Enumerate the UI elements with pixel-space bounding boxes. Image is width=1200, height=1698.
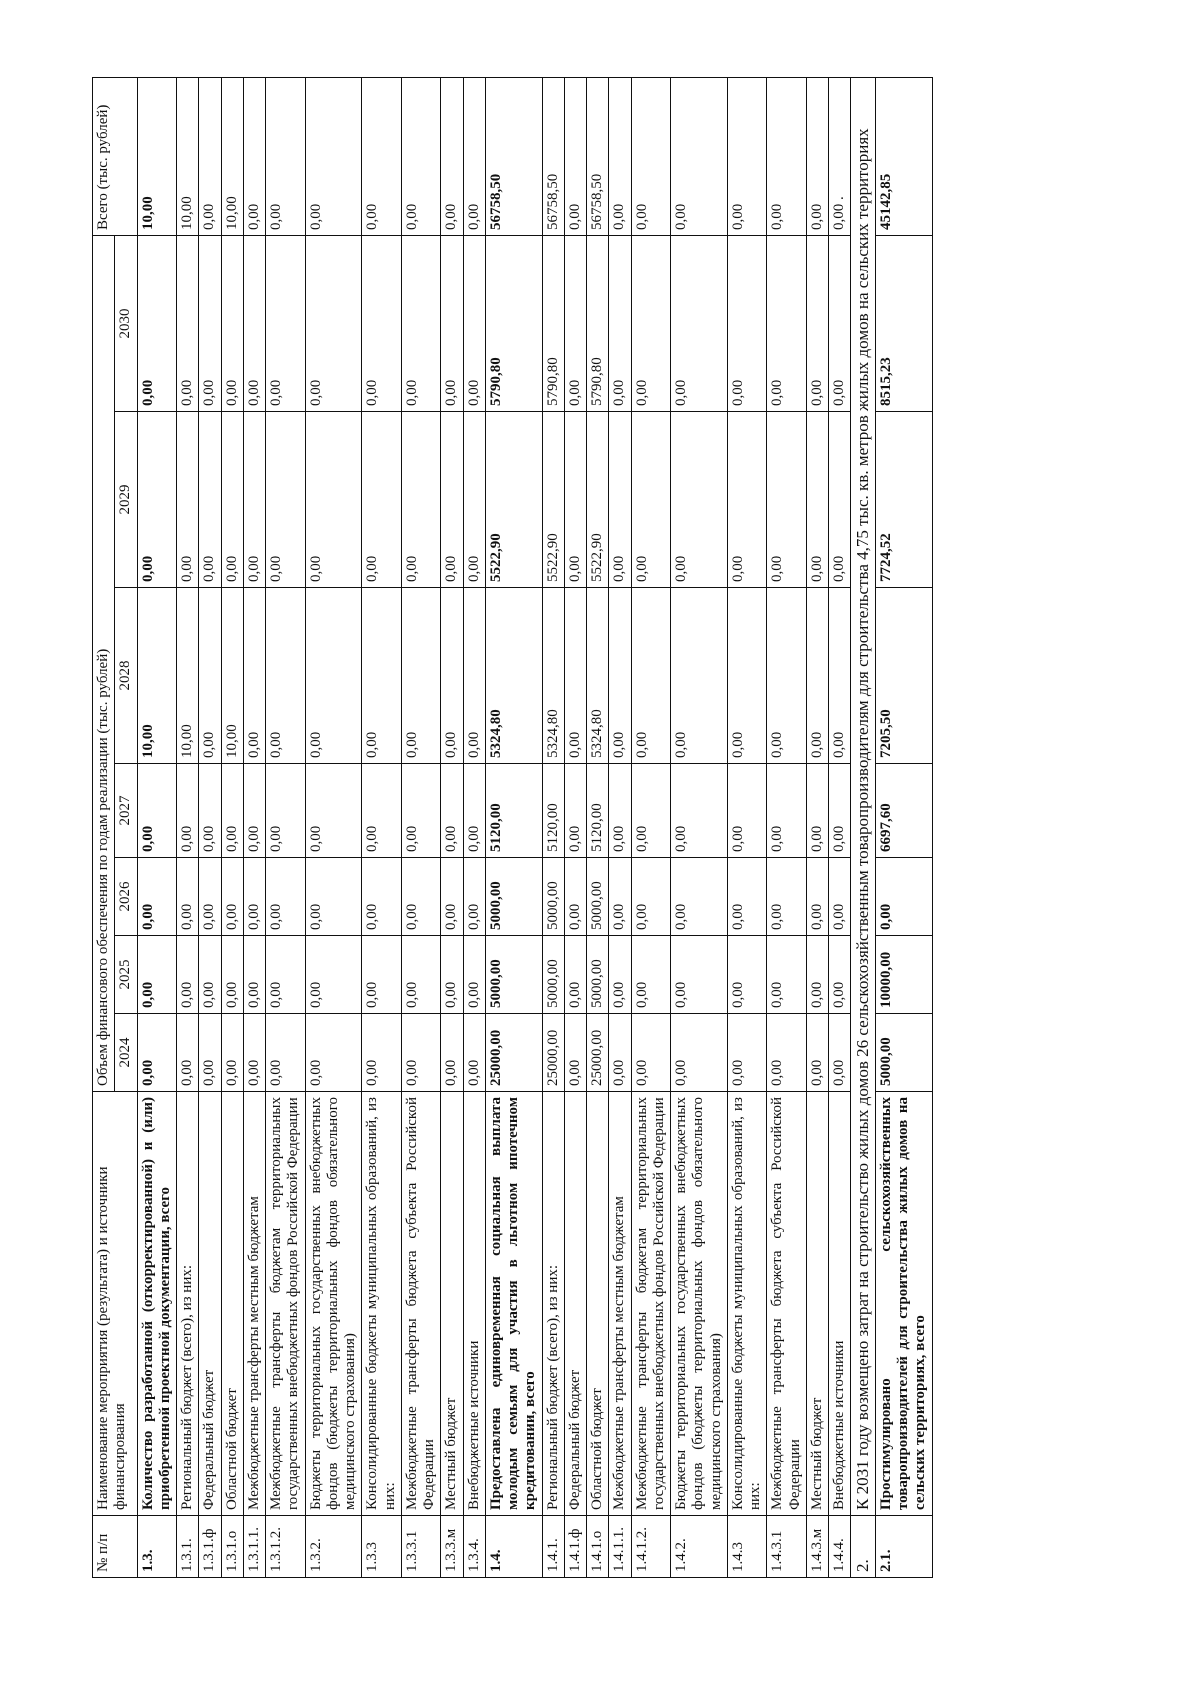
row-value: 0,00 [401, 936, 441, 1014]
row-value: 0,00 [177, 858, 199, 936]
row-number: 1.4.2. [671, 1516, 728, 1578]
row-value: 0,00 [727, 858, 767, 936]
row-value: 0,00 [243, 858, 265, 936]
row-value: 0,00 [671, 764, 728, 858]
row-value: 0,00 [221, 412, 243, 588]
row-number: 1.3.4. [463, 1516, 485, 1578]
row-value: 8515,23 [875, 235, 932, 411]
header-num: № п/п [93, 1516, 138, 1578]
row-value: 0,00 [401, 858, 441, 936]
table-row [485, 77, 542, 1577]
rotated-table-wrapper [92, 78, 1032, 1578]
row-total: 56758,50 [485, 77, 542, 235]
table-row [463, 77, 485, 1577]
row-value: 5522,90 [587, 412, 609, 588]
row-name: Бюджеты территориальных государственных внебюджетных фондов (бюджеты территориальных фондов обязательного медицинского страхования) [305, 1092, 362, 1516]
row-value: 0,00 [609, 588, 631, 764]
row-number: 1.3.1.1. [243, 1516, 265, 1578]
row-value: 0,00 [767, 588, 807, 764]
row-value: 0,00 [767, 936, 807, 1014]
row-value: 0,00 [727, 412, 767, 588]
row-name: Предоставлена единовременная социальная выплата молодым семьям для участия в льготном ипотечном кредитовании, всего [485, 1092, 542, 1516]
row-value: 0,00 [305, 588, 362, 764]
row-name: Консолидированные бюджеты муниципальных образований, из них: [362, 1092, 402, 1516]
row-value: 0,00 [463, 588, 485, 764]
row-name: Межбюджетные трансферты бюджетам территориальных государственных внебюджетных фондов Российской Федерации [266, 1092, 306, 1516]
row-total: 0,00 [362, 77, 402, 235]
row-value: 0,00 [266, 412, 306, 588]
row-number: 1.4.1.о [587, 1516, 609, 1578]
row-value: 0,00 [806, 936, 828, 1014]
row-value: 0,00 [463, 1014, 485, 1092]
row-value: 0,00 [266, 235, 306, 411]
row-total: 10,00 [137, 77, 177, 235]
row-value: 5522,90 [542, 412, 564, 588]
table-row [243, 77, 265, 1577]
row-value: 0,00 [221, 1014, 243, 1092]
row-total: 0,00 [806, 77, 828, 235]
header-year: 2026 [115, 858, 137, 936]
row-value: 0,00 [806, 588, 828, 764]
row-value: 10,00 [177, 588, 199, 764]
row-value: 0,00 [671, 588, 728, 764]
row-name: Межбюджетные трансферты бюджета субъекта Российской Федерации [767, 1092, 807, 1516]
row-value: 0,00 [463, 858, 485, 936]
row-value: 0,00 [362, 1014, 402, 1092]
row-value: 0,00 [875, 858, 932, 936]
row-name: Межбюджетные трансферты бюджета субъекта Российской Федерации [401, 1092, 441, 1516]
row-total: 56758,50 [542, 77, 564, 235]
table-row [875, 77, 932, 1577]
row-value: 0,00 [609, 235, 631, 411]
row-value: 0,00 [671, 235, 728, 411]
row-value: 6697,60 [875, 764, 932, 858]
row-value: 0,00 [266, 936, 306, 1014]
row-value: 0,00 [671, 936, 728, 1014]
row-value: 0,00 [609, 858, 631, 936]
table-row [441, 77, 463, 1577]
header-row-1 [93, 77, 115, 1577]
row-value: 0,00 [199, 588, 221, 764]
row-value: 0,00 [441, 764, 463, 858]
table-row [177, 77, 199, 1577]
row-value: 0,00 [806, 412, 828, 588]
row-value: 0,00 [401, 1014, 441, 1092]
row-name: Внебюджетные источники [463, 1092, 485, 1516]
row-value: 0,00 [137, 1014, 177, 1092]
row-total: 0,00 [243, 77, 265, 235]
row-value: 0,00 [767, 1014, 807, 1092]
row-number: 1.4.1.1. [609, 1516, 631, 1578]
row-total: 0,00 [305, 77, 362, 235]
row-total: 0,00 . [829, 77, 851, 235]
row-value: 0,00 [137, 858, 177, 936]
row-value: 0,00 [243, 764, 265, 858]
header-year: 2029 [115, 412, 137, 588]
row-value: 0,00 [564, 858, 586, 936]
row-value: 0,00 [767, 235, 807, 411]
row-value: 0,00 [199, 936, 221, 1014]
row-number: 1.3.1.о [221, 1516, 243, 1578]
row-value: 0,00 [767, 412, 807, 588]
row-value: 0,00 [631, 1014, 671, 1092]
row-value: 5000,00 [542, 858, 564, 936]
row-number: 1.4.3.м [806, 1516, 828, 1578]
row-value: 0,00 [829, 936, 851, 1014]
table-row [587, 77, 609, 1577]
row-value: 5522,90 [485, 412, 542, 588]
row-number: 1.4.1.ф [564, 1516, 586, 1578]
row-value: 0,00 [266, 764, 306, 858]
table-row [631, 77, 671, 1577]
row-value: 0,00 [463, 235, 485, 411]
row-name: Местный бюджет [441, 1092, 463, 1516]
row-value: 0,00 [829, 412, 851, 588]
table-row [767, 77, 807, 1577]
row-value: 0,00 [463, 764, 485, 858]
row-value: 0,00 [305, 1014, 362, 1092]
row-number: 1.3.1. [177, 1516, 199, 1578]
row-name: Бюджеты территориальных государственных внебюджетных фондов (бюджеты территориальных фондов обязательного медицинского страхования) [671, 1092, 728, 1516]
row-value: 0,00 [727, 1014, 767, 1092]
row-value: 5324,80 [542, 588, 564, 764]
row-value: 0,00 [609, 936, 631, 1014]
goal-row [851, 77, 876, 1577]
table-body [137, 77, 932, 1577]
row-value: 25000,00 [485, 1014, 542, 1092]
row-value: 0,00 [221, 858, 243, 936]
row-value: 0,00 [305, 235, 362, 411]
row-value: 0,00 [199, 412, 221, 588]
row-value: 0,00 [829, 588, 851, 764]
row-value: 0,00 [767, 858, 807, 936]
row-value: 0,00 [441, 936, 463, 1014]
row-value: 0,00 [137, 764, 177, 858]
row-value: 0,00 [441, 235, 463, 411]
table-row [401, 77, 441, 1577]
table-row [829, 77, 851, 1577]
row-value: 5790,80 [542, 235, 564, 411]
row-value: 0,00 [829, 1014, 851, 1092]
row-value: 0,00 [137, 235, 177, 411]
row-name: Межбюджетные трансферты бюджетам территориальных государственных внебюджетных фондов Российской Федерации [631, 1092, 671, 1516]
row-value: 0,00 [564, 588, 586, 764]
row-value: 5120,00 [587, 764, 609, 858]
row-value: 5790,80 [587, 235, 609, 411]
row-name: Региональный бюджет (всего), из них: [542, 1092, 564, 1516]
row-value: 0,00 [243, 936, 265, 1014]
row-total: 0,00 [564, 77, 586, 235]
row-name: Межбюджетные трансферты местным бюджетам [243, 1092, 265, 1516]
row-value: 0,00 [631, 858, 671, 936]
row-value: 0,00 [441, 858, 463, 936]
table-row [221, 77, 243, 1577]
row-value: 0,00 [199, 235, 221, 411]
row-value: 0,00 [177, 764, 199, 858]
row-value: 0,00 [137, 412, 177, 588]
row-number: 1.3. [137, 1516, 177, 1578]
row-number: 1.4.3 [727, 1516, 767, 1578]
row-total: 0,00 [609, 77, 631, 235]
row-name: Областной бюджет [221, 1092, 243, 1516]
row-value: 5790,80 [485, 235, 542, 411]
row-number: 1.3.2. [305, 1516, 362, 1578]
row-value: 5000,00 [542, 936, 564, 1014]
row-value: 0,00 [806, 235, 828, 411]
table-row [727, 77, 767, 1577]
row-value: 5120,00 [542, 764, 564, 858]
row-name: Областной бюджет [587, 1092, 609, 1516]
row-number: 1.3.3.м [441, 1516, 463, 1578]
row-value: 5120,00 [485, 764, 542, 858]
row-name: Региональный бюджет (всего), из них: [177, 1092, 199, 1516]
header-total: Всего (тыс. рублей) [93, 77, 138, 235]
row-value: 5000,00 [485, 858, 542, 936]
row-value: 0,00 [441, 1014, 463, 1092]
row-value: 0,00 [806, 858, 828, 936]
row-value: 0,00 [564, 235, 586, 411]
row-number: 1.3.1.ф [199, 1516, 221, 1578]
row-number: 1.3.1.2. [266, 1516, 306, 1578]
table-row [362, 77, 402, 1577]
row-value: 0,00 [631, 412, 671, 588]
table-row [137, 77, 177, 1577]
row-value: 0,00 [463, 412, 485, 588]
row-value: 0,00 [362, 764, 402, 858]
row-name: Консолидированные бюджеты муниципальных образований, из них: [727, 1092, 767, 1516]
row-value: 0,00 [221, 764, 243, 858]
row-total: 56758,50 [587, 77, 609, 235]
row-value: 0,00 [441, 412, 463, 588]
row-value: 0,00 [362, 936, 402, 1014]
row-value: 0,00 [401, 412, 441, 588]
row-value: 7724,52 [875, 412, 932, 588]
header-name: Наименование мероприятия (результата) и источники финансирования [93, 1092, 138, 1516]
row-value: 0,00 [671, 412, 728, 588]
row-total: 0,00 [631, 77, 671, 235]
row-value: 0,00 [305, 412, 362, 588]
row-value: 0,00 [137, 936, 177, 1014]
row-value: 0,00 [362, 858, 402, 936]
table-row [609, 77, 631, 1577]
row-value: 0,00 [564, 1014, 586, 1092]
row-value: 0,00 [671, 858, 728, 936]
row-total: 0,00 [767, 77, 807, 235]
row-number: 1.4.4. [829, 1516, 851, 1578]
row-value: 10000,00 [875, 936, 932, 1014]
row-value: 5324,80 [587, 588, 609, 764]
row-value: 0,00 [221, 936, 243, 1014]
table-row [564, 77, 586, 1577]
row-value: 0,00 [243, 235, 265, 411]
row-value: 0,00 [305, 858, 362, 936]
header-year: 2025 [115, 936, 137, 1014]
row-number: 2.1. [875, 1516, 932, 1578]
row-value: 5000,00 [587, 936, 609, 1014]
row-number: 1.4.1. [542, 1516, 564, 1578]
row-value: 0,00 [177, 235, 199, 411]
row-name: Простимулировано сельскохозяйственных товаропроизводителей для строительства жилых домов на сельских территориях, всего [875, 1092, 932, 1516]
table-row [266, 77, 306, 1577]
row-value: 0,00 [609, 1014, 631, 1092]
row-total: 0,00 [441, 77, 463, 235]
row-value: 0,00 [829, 858, 851, 936]
row-value: 0,00 [199, 764, 221, 858]
row-name: Межбюджетные трансферты местным бюджетам [609, 1092, 631, 1516]
row-value: 0,00 [401, 764, 441, 858]
row-total: 0,00 [401, 77, 441, 235]
row-value: 0,00 [767, 764, 807, 858]
goal-text: К 2031 году возмещено затрат на строительство жилых домов 26 сельскохозяйственным товаропроизводителям для строительства 4,75 тыс. кв. метров жилых домов на сельских территориях [851, 77, 876, 1515]
row-value: 0,00 [305, 764, 362, 858]
row-value: 0,00 [564, 936, 586, 1014]
row-value: 0,00 [829, 764, 851, 858]
row-value: 0,00 [441, 588, 463, 764]
table-row [542, 77, 564, 1577]
row-value: 25000,00 [542, 1014, 564, 1092]
row-value: 5324,80 [485, 588, 542, 764]
row-value: 0,00 [221, 235, 243, 411]
header-year: 2024 [115, 1014, 137, 1092]
row-value: 5000,00 [587, 858, 609, 936]
row-value: 0,00 [199, 858, 221, 936]
header-year: 2030 [115, 235, 137, 411]
row-total: 0,00 [463, 77, 485, 235]
header-year: 2028 [115, 588, 137, 764]
row-value: 0,00 [631, 235, 671, 411]
row-value: 0,00 [564, 412, 586, 588]
row-number: 1.3.3 [362, 1516, 402, 1578]
row-value: 10,00 [221, 588, 243, 764]
row-value: 0,00 [727, 764, 767, 858]
table-row [671, 77, 728, 1577]
row-value: 0,00 [463, 936, 485, 1014]
row-value: 0,00 [243, 412, 265, 588]
row-value: 0,00 [631, 764, 671, 858]
row-value: 0,00 [401, 588, 441, 764]
row-number: 1.4.1.2. [631, 1516, 671, 1578]
row-value: 25000,00 [587, 1014, 609, 1092]
row-number: 1.3.3.1 [401, 1516, 441, 1578]
row-value: 0,00 [305, 936, 362, 1014]
row-value: 0,00 [362, 412, 402, 588]
row-value: 0,00 [243, 1014, 265, 1092]
row-name: Количество разработанной (откорректированной) и (или) приобретенной проектной документации, всего [137, 1092, 177, 1516]
header-year: 2027 [115, 764, 137, 858]
row-name: Местный бюджет [806, 1092, 828, 1516]
row-value: 0,00 [631, 936, 671, 1014]
row-value: 0,00 [727, 588, 767, 764]
row-value: 0,00 [806, 764, 828, 858]
row-value: 0,00 [727, 235, 767, 411]
row-total: 0,00 [199, 77, 221, 235]
row-value: 0,00 [177, 412, 199, 588]
row-name: Внебюджетные источники [829, 1092, 851, 1516]
row-number: 1.4. [485, 1516, 542, 1578]
row-value: 0,00 [362, 235, 402, 411]
row-value: 0,00 [727, 936, 767, 1014]
row-value: 0,00 [177, 1014, 199, 1092]
row-value: 0,00 [199, 1014, 221, 1092]
row-value: 0,00 [631, 588, 671, 764]
row-value: 7205,50 [875, 588, 932, 764]
row-value: 0,00 [609, 412, 631, 588]
row-value: 0,00 [266, 1014, 306, 1092]
financing-table [92, 77, 933, 1578]
row-value: 0,00 [829, 235, 851, 411]
row-value: 0,00 [564, 764, 586, 858]
row-total: 0,00 [266, 77, 306, 235]
row-total: 10,00 [177, 77, 199, 235]
row-name: Федеральный бюджет [199, 1092, 221, 1516]
row-name: Федеральный бюджет [564, 1092, 586, 1516]
header-volume: Объем финансового обеспечения по годам реализации (тыс. рублей) [93, 235, 115, 1091]
row-value: 0,00 [671, 1014, 728, 1092]
row-value: 0,00 [401, 235, 441, 411]
row-value: 0,00 [266, 588, 306, 764]
row-total: 0,00 [671, 77, 728, 235]
row-number: 1.4.3.1 [767, 1516, 807, 1578]
row-value: 0,00 [177, 936, 199, 1014]
row-value: 0,00 [243, 588, 265, 764]
goal-number: 2. [851, 1516, 876, 1578]
row-value: 10,00 [137, 588, 177, 764]
row-value: 0,00 [806, 1014, 828, 1092]
row-value: 0,00 [266, 858, 306, 936]
row-value: 0,00 [362, 588, 402, 764]
table-row [806, 77, 828, 1577]
row-value: 0,00 [609, 764, 631, 858]
row-total: 45142,85 [875, 77, 932, 235]
row-total: 0,00 [727, 77, 767, 235]
table-row [199, 77, 221, 1577]
row-total: 10,00 [221, 77, 243, 235]
row-value: 5000,00 [485, 936, 542, 1014]
row-value: 5000,00 [875, 1014, 932, 1092]
table-row [305, 77, 362, 1577]
